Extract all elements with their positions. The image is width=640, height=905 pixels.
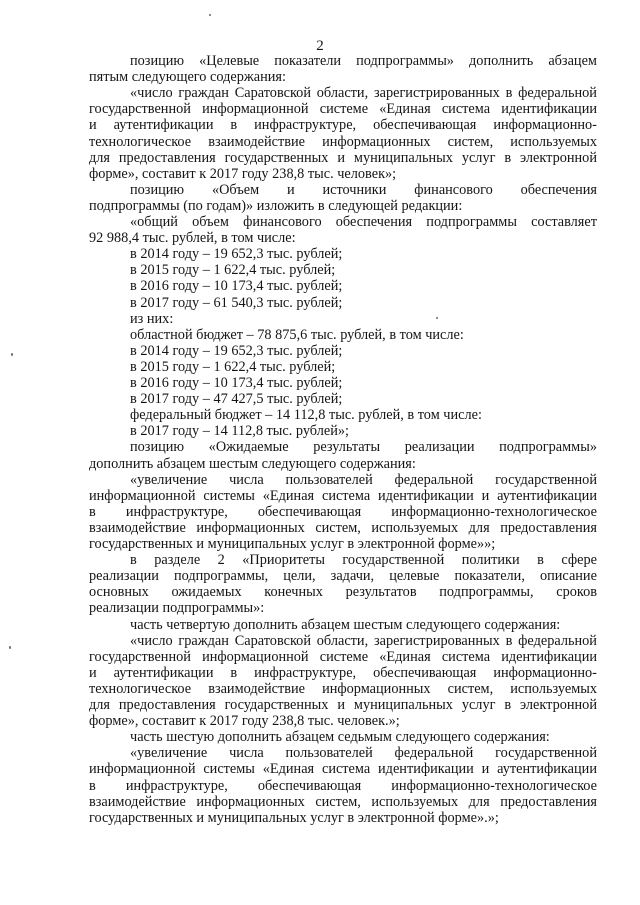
- text-line: в 2016 году – 10 173,4 тыс. рублей;: [130, 375, 343, 391]
- text-line: подпрограммы (по годам)» изложить в следующей редакции:: [89, 197, 463, 214]
- word: реализации: [89, 568, 159, 585]
- word: подпрограммы: [426, 214, 517, 230]
- word: 2: [217, 552, 225, 569]
- text-line: федеральный бюджет – 14 112,8 тыс. рублей, в том числе:: [130, 407, 482, 424]
- word: аутентификации: [497, 487, 597, 504]
- word: в: [504, 149, 512, 166]
- word: граждан: [178, 632, 229, 649]
- word: инфраструктуре,: [125, 777, 228, 794]
- word: идентификации: [378, 487, 474, 504]
- text-line: государственных и муниципальных услуг в электронной форме»»;: [89, 536, 496, 552]
- word: пользователей: [285, 471, 373, 488]
- word: и: [89, 664, 97, 681]
- word: используемых: [510, 680, 597, 697]
- word: информационно-технологическое: [391, 777, 597, 794]
- word: политики: [461, 552, 520, 569]
- word: для: [468, 793, 490, 810]
- text-line: дополнить абзацем шестым следующего содержания:: [89, 455, 416, 472]
- word: конечных: [264, 584, 323, 601]
- word: и: [337, 697, 346, 713]
- word: системы: [203, 761, 255, 778]
- text-line: в 2015 году – 1 622,4 тыс. рублей;: [130, 262, 336, 279]
- word: муниципальных: [353, 697, 453, 713]
- word: «общий: [130, 214, 178, 230]
- word: целевые: [389, 568, 440, 585]
- word: «увеличение: [130, 745, 208, 762]
- word: в: [130, 552, 137, 569]
- text-line: часть четвертую дополнить абзацем шестым следующего содержания:: [130, 616, 561, 633]
- word: сфере: [561, 552, 597, 569]
- word: подпрограммы,: [439, 584, 534, 601]
- word: услуг: [461, 697, 496, 713]
- text-line: в 2017 году – 14 112,8 тыс. рублей»;: [130, 423, 349, 440]
- word: «Единая: [379, 101, 431, 118]
- word: в: [230, 664, 238, 681]
- word: информационно-: [493, 664, 597, 681]
- word: муниципальных: [353, 149, 453, 166]
- word: ожидаемых: [171, 584, 242, 601]
- word: обеспечивающая: [373, 664, 477, 681]
- word: государственной: [89, 648, 191, 665]
- scan-speck: [436, 317, 438, 319]
- word: «Единая: [262, 761, 315, 778]
- word: обеспечивающая: [257, 503, 362, 520]
- text-line: реализации подпрограммы»:: [89, 600, 265, 617]
- text-line: областной бюджет – 78 875,6 тыс. рублей, в том числе:: [130, 326, 464, 343]
- word: информационной: [89, 487, 196, 504]
- word: федеральной: [394, 471, 474, 488]
- word: источники: [322, 181, 387, 198]
- word: области,: [316, 85, 369, 102]
- word: «Ожидаемые: [208, 439, 289, 456]
- word: «Приоритеты: [242, 552, 325, 569]
- word: задачи,: [330, 568, 375, 585]
- word: абзацем: [548, 53, 597, 69]
- word: основных: [89, 584, 149, 601]
- word: зарегистрированных: [373, 85, 500, 102]
- word: разделе: [154, 552, 201, 569]
- word: Саратовской: [234, 632, 311, 649]
- word: технологическое: [89, 680, 192, 697]
- word: электронной: [520, 149, 597, 166]
- text-line: форме», составит к 2017 году 238,8 тыс. человек»;: [89, 165, 397, 182]
- word: федеральной: [518, 632, 597, 649]
- word: используемых: [371, 519, 459, 536]
- word: для: [89, 149, 110, 166]
- word: предоставления: [500, 519, 597, 536]
- word: в: [89, 777, 96, 794]
- word: области,: [316, 632, 369, 649]
- word: взаимодействие: [208, 680, 305, 697]
- word: финансового: [243, 214, 322, 230]
- word: описание: [539, 568, 597, 585]
- word: информационной: [202, 101, 309, 118]
- word: показатели: [274, 53, 342, 69]
- word: информационно-: [493, 117, 597, 134]
- word: система: [441, 648, 491, 665]
- word: взаимодействие: [89, 519, 186, 536]
- word: информационной: [202, 648, 309, 665]
- word: системе: [319, 101, 369, 118]
- word: взаимодействие: [89, 793, 186, 810]
- word: идентификации: [501, 101, 597, 118]
- word: аутентификации: [113, 664, 214, 681]
- word: и: [286, 181, 295, 198]
- word: обеспечения: [335, 214, 413, 230]
- word: позицию: [130, 53, 185, 69]
- word: результаты: [313, 439, 381, 456]
- word: «Объем: [211, 181, 260, 198]
- word: Саратовской: [234, 85, 311, 102]
- word: пользователей: [285, 745, 373, 762]
- word: государственной: [89, 101, 191, 118]
- text-line: из них:: [130, 310, 174, 327]
- word: показатели,: [454, 568, 525, 585]
- word: инфраструктуре,: [254, 664, 357, 681]
- word: систем,: [447, 133, 494, 150]
- word: в: [537, 552, 544, 569]
- word: информационных: [322, 133, 431, 150]
- word: государственных: [224, 697, 329, 713]
- word: зарегистрированных: [373, 632, 500, 649]
- word: услуг: [461, 149, 496, 166]
- word: подпрограммы,: [173, 568, 269, 585]
- word: система: [321, 487, 371, 504]
- word: числа: [229, 745, 264, 762]
- text-line: часть шестую дополнить абзацем седьмым следующего содержания:: [130, 729, 550, 746]
- word: информационной: [89, 761, 196, 778]
- word: дополнить: [469, 53, 534, 69]
- word: «Единая: [379, 648, 431, 665]
- word: сроков: [556, 584, 597, 601]
- word: система: [321, 761, 371, 778]
- word: технологическое: [89, 133, 192, 150]
- word: системы: [203, 487, 255, 504]
- word: информационных: [196, 793, 305, 810]
- word: систем,: [315, 519, 361, 536]
- word: «число: [130, 85, 173, 102]
- word: обеспечивающая: [373, 117, 477, 134]
- text-line: пятым следующего содержания:: [89, 69, 286, 86]
- word: информационных: [322, 680, 431, 697]
- text-line: в 2014 году – 19 652,3 тыс. рублей;: [130, 342, 343, 359]
- page-number: 2: [316, 38, 324, 54]
- word: предоставления: [118, 697, 216, 713]
- word: систем,: [447, 680, 494, 697]
- word: позицию: [130, 439, 185, 456]
- word: реализации: [404, 439, 475, 456]
- word: подпрограммы»: [499, 439, 597, 456]
- word: результатов: [345, 584, 417, 601]
- word: обеспечения: [520, 181, 597, 198]
- text-line: в 2014 году – 19 652,3 тыс. рублей;: [130, 246, 343, 263]
- word: государственных: [224, 149, 329, 166]
- text-line: 92 988,4 тыс. рублей, в том числе:: [89, 230, 296, 247]
- word: и: [481, 487, 490, 504]
- word: система: [441, 101, 491, 118]
- word: позицию: [130, 181, 185, 198]
- word: аутентификации: [113, 117, 214, 134]
- word: и: [481, 761, 490, 778]
- word: для: [468, 519, 490, 536]
- text-line: в 2017 году – 61 540,3 тыс. рублей;: [130, 294, 343, 311]
- scan-speck: [11, 353, 13, 356]
- word: идентификации: [501, 648, 597, 665]
- word: в: [89, 503, 96, 520]
- word: инфраструктуре,: [125, 503, 228, 520]
- word: взаимодействие: [208, 133, 305, 150]
- word: составляет: [531, 214, 597, 230]
- word: электронной: [520, 697, 597, 713]
- word: систем,: [315, 793, 361, 810]
- text-line: форме», составит к 2017 году 238,8 тыс. человек.»;: [89, 713, 400, 730]
- word: в: [505, 85, 513, 102]
- word: идентификации: [378, 761, 474, 778]
- text-line: в 2015 году – 1 622,4 тыс. рублей;: [130, 358, 336, 375]
- word: граждан: [178, 85, 229, 102]
- word: государственной: [495, 471, 597, 488]
- word: федеральной: [394, 745, 474, 762]
- word: инфраструктуре,: [254, 117, 357, 134]
- word: и: [89, 117, 97, 134]
- word: государственной: [342, 552, 445, 569]
- word: используемых: [371, 793, 459, 810]
- word: и: [337, 149, 346, 166]
- word: финансового: [414, 181, 493, 198]
- word: цели,: [283, 568, 316, 585]
- word: «Целевые: [199, 53, 260, 69]
- word: в: [230, 117, 238, 134]
- word: информационных: [196, 519, 305, 536]
- word: подпрограммы»: [356, 53, 454, 69]
- word: используемых: [510, 133, 597, 150]
- text-line: в 2016 году – 10 173,4 тыс. рублей;: [130, 278, 343, 295]
- word: предоставления: [118, 149, 216, 166]
- word: федеральной: [518, 85, 597, 102]
- word: «число: [130, 632, 173, 649]
- word: обеспечивающая: [257, 777, 362, 794]
- word: системе: [319, 648, 369, 665]
- word: «Единая: [262, 487, 315, 504]
- word: государственной: [495, 745, 597, 762]
- word: числа: [229, 471, 264, 488]
- word: «увеличение: [130, 471, 208, 488]
- word: аутентификации: [497, 761, 597, 778]
- word: в: [504, 697, 512, 713]
- scan-speck: [9, 646, 11, 649]
- text-line: государственных и муниципальных услуг в электронной форме».»;: [89, 809, 499, 826]
- word: для: [89, 697, 110, 713]
- word: в: [505, 632, 513, 649]
- text-line: в 2017 году – 47 427,5 тыс. рублей;: [130, 391, 343, 408]
- word: информационно-технологическое: [391, 503, 597, 520]
- word: предоставления: [500, 793, 597, 810]
- scan-speck: [209, 14, 211, 16]
- word: объем: [192, 214, 229, 230]
